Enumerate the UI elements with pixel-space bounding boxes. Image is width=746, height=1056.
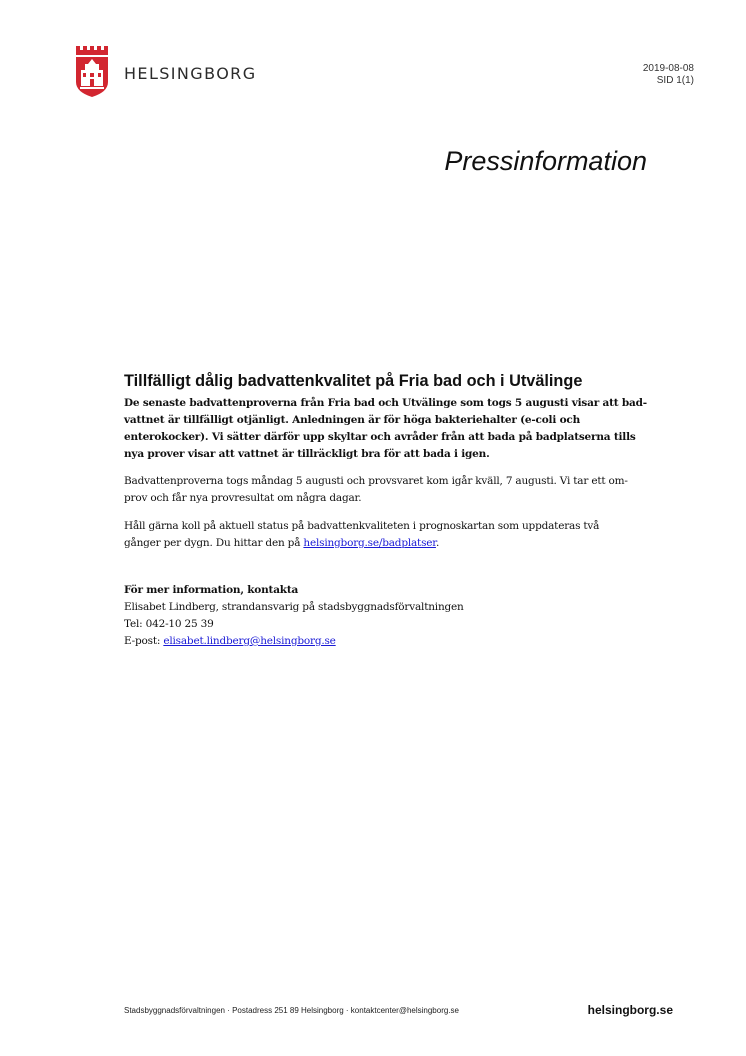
ingress-line: nya prover visar att vattnet är tillräckligt bra för att bada i igen.: [124, 448, 490, 460]
paragraph-status: [124, 518, 664, 552]
badplatser-link[interactable]: helsingborg.se/badplatser: [303, 537, 436, 549]
paragraph-text: .: [435, 537, 440, 549]
ingress-line: enterokocker). Vi sätter därför upp skyltar och avråder från att bada på badplatserna tills: [124, 431, 636, 443]
document-type: Pressinformation: [444, 146, 647, 176]
contact-phone: Tel: 042-10 25 39: [124, 618, 214, 630]
page-number: SID 1(1): [656, 75, 694, 86]
footer-address: Stadsbyggnadsförvaltningen · Postadress 251 89 Helsingborg · kontaktcenter@helsingborg.se: [124, 1006, 459, 1015]
paragraph-line: Badvattenproverna togs måndag 5 augusti och provsvaret kom igår kväll, 7 augusti. Vi tar ett om-: [124, 475, 628, 487]
brand-name: HELSINGBORG: [124, 64, 257, 83]
helsingborg-crest-icon: [74, 44, 110, 98]
paragraph-line: [124, 535, 664, 552]
contact-heading: För mer information, kontakta: [124, 584, 299, 596]
contact-block: [124, 582, 664, 650]
contact-email-row: [124, 633, 664, 650]
headline: Tillfälligt dålig badvattenkvalitet på Fria bad och i Utvälinge: [124, 372, 583, 390]
press-release-body: [124, 371, 664, 650]
contact-email-link[interactable]: elisabet.lindberg@helsingborg.se: [163, 635, 336, 647]
contact-name: Elisabet Lindberg, strandansvarig på stadsbyggnadsförvaltningen: [124, 601, 464, 613]
contact-email-label: E-post:: [124, 635, 164, 647]
paragraph-sampling: [124, 473, 664, 507]
document-date: 2019-08-08: [642, 63, 694, 74]
ingress: [124, 395, 664, 463]
paragraph-text: gånger per dygn. Du hittar den på: [124, 537, 304, 549]
paragraph-line: prov och får nya provresultat om några dagar.: [124, 492, 362, 504]
paragraph-line: Håll gärna koll på aktuell status på badvattenkvaliteten i prognoskartan som uppdateras två: [124, 520, 600, 532]
ingress-line: De senaste badvattenproverna från Fria bad och Utvälinge som togs 5 augusti visar att bad-: [124, 397, 647, 409]
footer-site: helsingborg.se: [587, 1003, 673, 1017]
document-meta: [643, 63, 694, 87]
ingress-line: vattnet är tillfälligt otjänligt. Anledningen är för höga bakteriehalter (e-coli och: [124, 414, 580, 426]
